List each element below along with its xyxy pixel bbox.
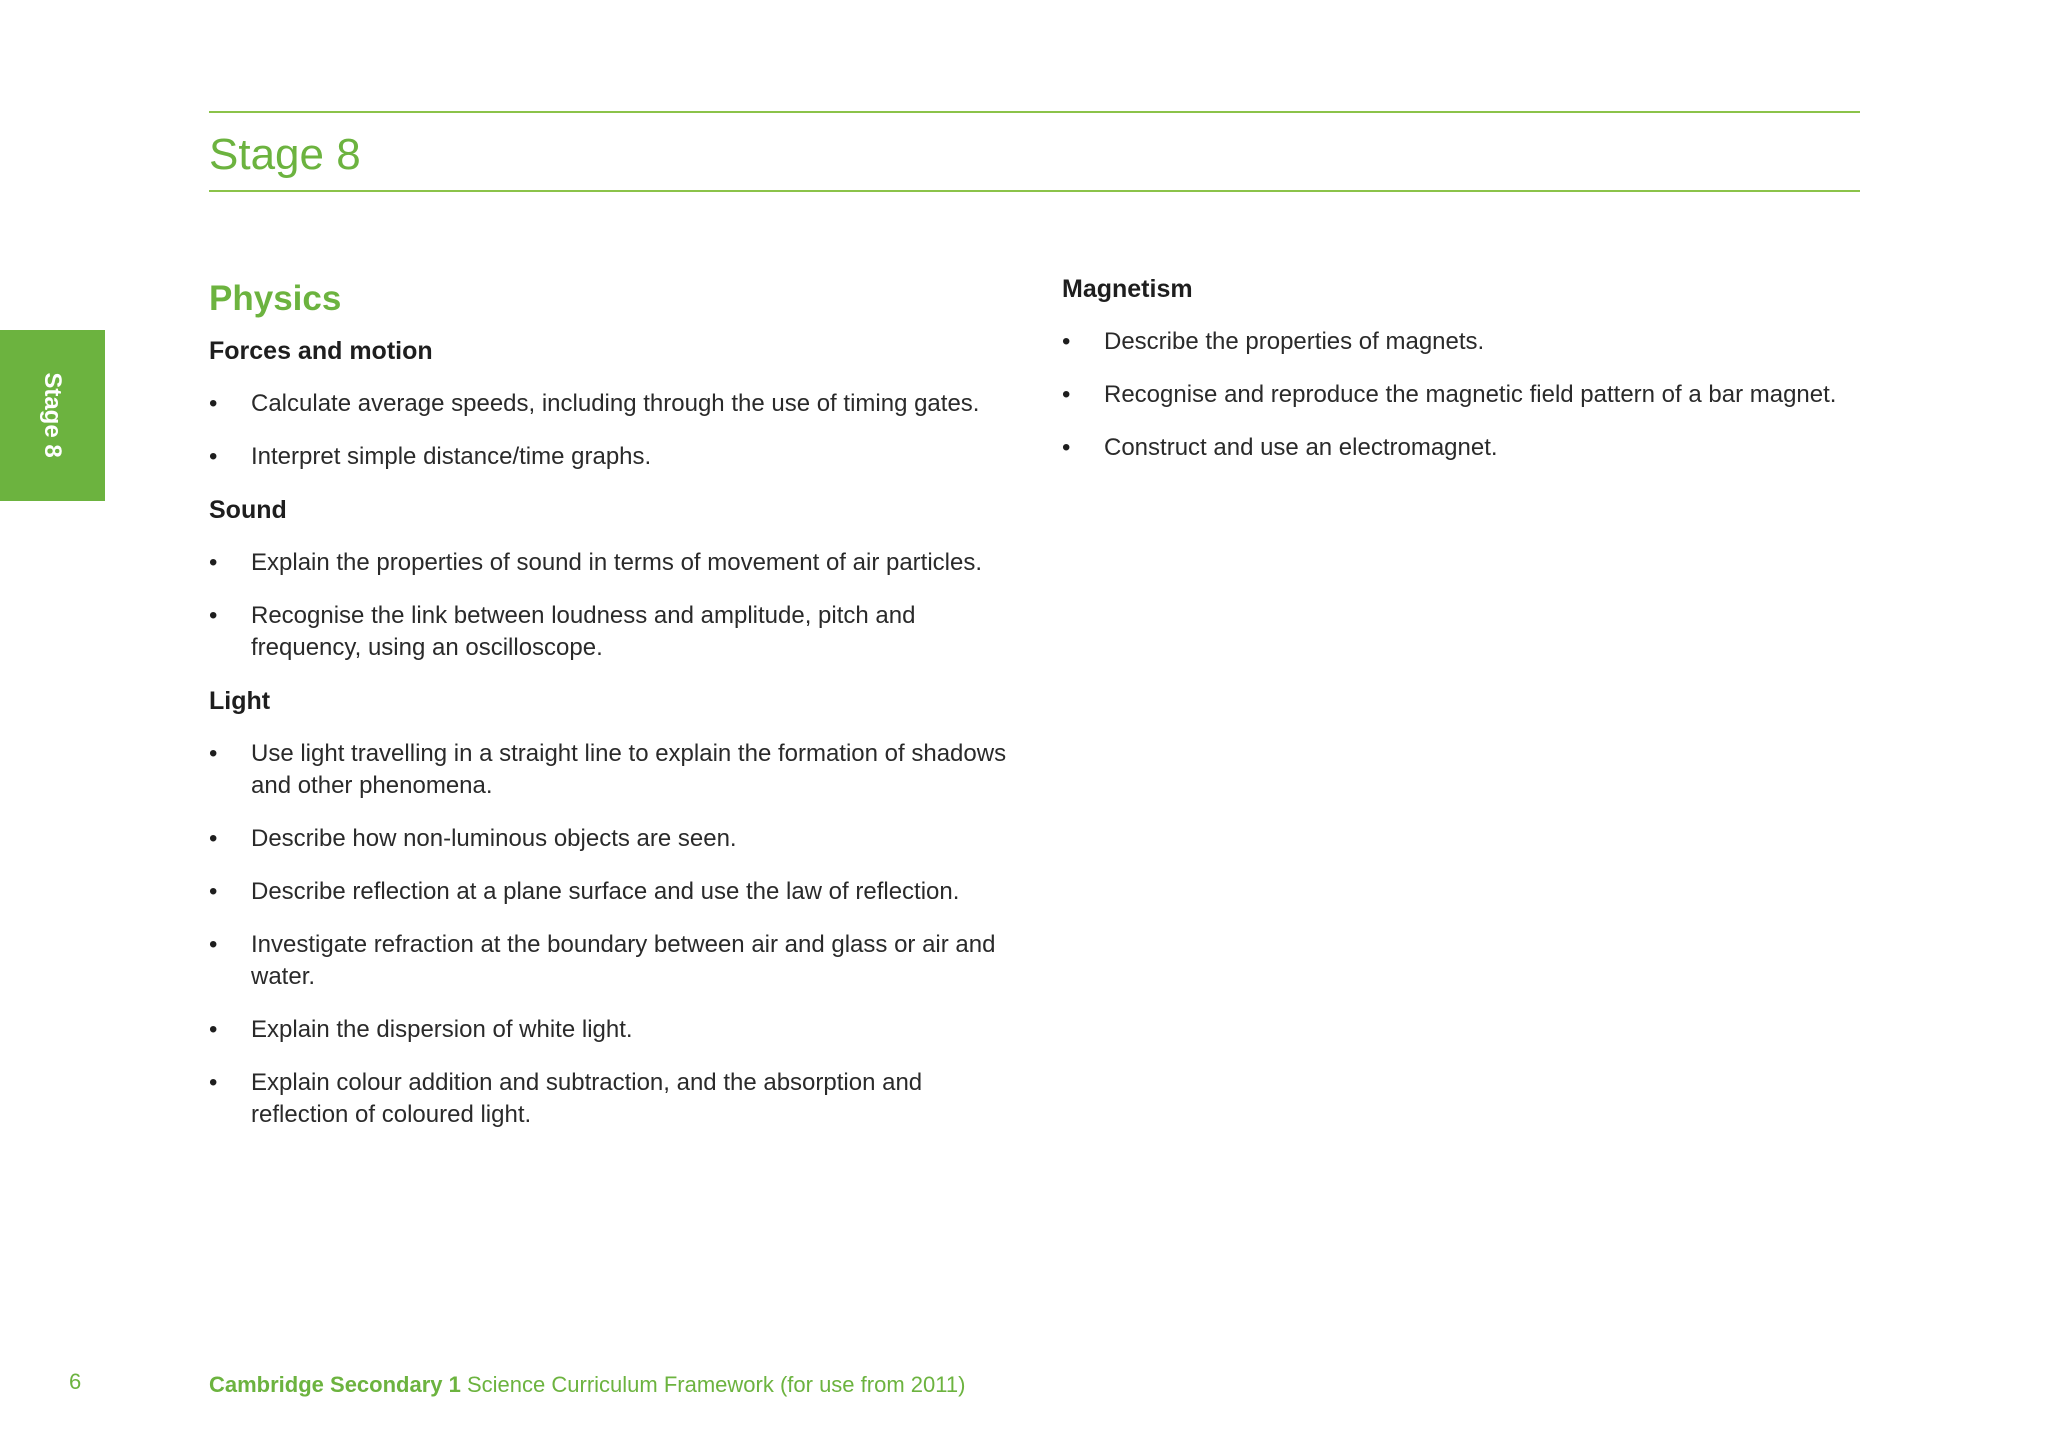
header-rule-bottom (209, 190, 1860, 192)
footer-brand: Cambridge Secondary 1 (209, 1372, 461, 1397)
page-number: 6 (69, 1369, 82, 1394)
right-column (1062, 273, 1892, 485)
list-item: • Interpret simple distance/time graphs. (209, 441, 1009, 473)
footer-title (209, 1372, 965, 1398)
list-item: • Use light travelling in a straight line to explain the formation of shadows and other phenomena. (209, 738, 1009, 802)
subheading-sound: Sound (209, 496, 287, 524)
left-column (209, 275, 1009, 1152)
list-item: • Explain the dispersion of white light. (209, 1014, 1009, 1046)
footer-doc-title: Science Curriculum Framework (for use from 2011) (467, 1372, 966, 1397)
header-rule-top (209, 111, 1860, 113)
list-item: • Explain the properties of sound in terms of movement of air particles. (209, 547, 1009, 579)
subheading-light: Light (209, 687, 271, 715)
bullet-list-forces-and-motion (209, 388, 1009, 473)
stage-side-tab (0, 330, 105, 501)
bullet-list-magnetism (1062, 326, 1892, 464)
list-item: • Describe reflection at a plane surface and use the law of reflection. (209, 876, 1009, 908)
list-item: • Describe how non-luminous objects are seen. (209, 823, 1009, 855)
list-item: • Construct and use an electromagnet. (1062, 432, 1892, 464)
subheading-magnetism: Magnetism (1062, 275, 1193, 303)
bullet-list-light (209, 738, 1009, 1131)
page-title: Stage 8 (209, 130, 361, 179)
subheading-forces-and-motion: Forces and motion (209, 337, 433, 365)
stage-side-tab-label: Stage 8 (39, 372, 66, 458)
bullet-list-sound (209, 547, 1009, 664)
list-item: • Investigate refraction at the boundary between air and glass or air and water. (209, 929, 1009, 993)
list-item: • Calculate average speeds, including through the use of timing gates. (209, 388, 1009, 420)
section-heading-physics: Physics (209, 279, 342, 318)
list-item: • Explain colour addition and subtraction, and the absorption and reflection of coloured light. (209, 1067, 1009, 1131)
list-item: • Describe the properties of magnets. (1062, 326, 1892, 358)
list-item: • Recognise and reproduce the magnetic field pattern of a bar magnet. (1062, 379, 1892, 411)
list-item: • Recognise the link between loudness and amplitude, pitch and frequency, using an oscilloscope. (209, 600, 1009, 664)
